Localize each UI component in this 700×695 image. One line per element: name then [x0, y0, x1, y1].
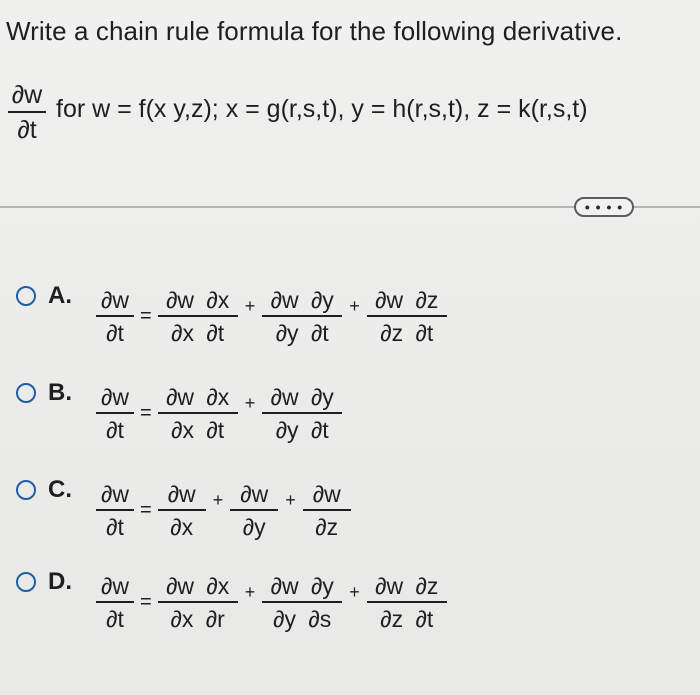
fraction-bar	[262, 315, 342, 317]
equals-sign: =	[140, 304, 152, 327]
numerator: ∂w	[240, 481, 269, 507]
lhs-fraction	[96, 288, 134, 345]
plus-sign: +	[244, 581, 256, 602]
numerator: ∂w ∂y	[270, 384, 334, 410]
derivative-prompt	[8, 82, 588, 143]
radio-button-d[interactable]	[16, 572, 36, 592]
numerator: ∂w ∂x	[166, 384, 230, 410]
fraction-bar	[8, 111, 46, 113]
numerator: ∂w	[101, 287, 129, 313]
option-letter: A.	[48, 282, 72, 310]
equals-sign: =	[140, 401, 152, 424]
answer-option-d[interactable]	[16, 568, 447, 632]
numerator: ∂w ∂x	[166, 573, 230, 599]
numerator: ∂w ∂y	[270, 573, 334, 599]
term-fraction	[158, 482, 206, 539]
fraction-bar	[367, 315, 447, 317]
function-definitions: for w = f(x y,z); x = g(r,s,t), y = h(r,s,t), z = k(r,s,t)	[56, 95, 588, 124]
plus-sign: +	[285, 489, 296, 510]
radio-button-c[interactable]	[16, 480, 36, 500]
fraction-bar	[303, 509, 351, 511]
denominator: ∂t	[106, 416, 124, 443]
term-fraction	[367, 574, 447, 631]
answer-option-a[interactable]	[16, 282, 447, 346]
numerator: ∂w ∂z	[375, 287, 439, 313]
fraction-bar	[96, 509, 134, 511]
numerator: ∂w ∂z	[375, 573, 439, 599]
denominator: ∂y ∂s	[273, 605, 332, 632]
term-fraction	[367, 288, 447, 345]
more-options-button[interactable]	[574, 197, 634, 217]
denominator: ∂x ∂t	[171, 319, 225, 346]
fraction-bar	[96, 601, 134, 603]
fraction-bar	[96, 412, 134, 414]
formula	[96, 288, 447, 345]
plus-sign: +	[212, 489, 224, 510]
target-derivative	[8, 82, 46, 143]
fraction-bar	[230, 509, 278, 511]
fraction-bar	[158, 509, 206, 511]
fraction-bar	[262, 601, 342, 603]
numerator: ∂w	[101, 481, 129, 507]
plus-sign: +	[349, 581, 360, 602]
numerator: ∂w	[312, 481, 341, 507]
denominator: ∂z ∂t	[380, 319, 434, 346]
formula	[96, 385, 342, 442]
option-letter: C.	[48, 476, 72, 504]
denominator: ∂t	[106, 513, 124, 540]
term-fraction	[303, 482, 351, 539]
denominator: ∂y ∂t	[275, 319, 329, 346]
target-numerator: ∂w	[11, 81, 43, 109]
plus-sign: +	[244, 295, 256, 316]
lhs-fraction	[96, 574, 134, 631]
term-fraction	[158, 574, 238, 631]
radio-button-b[interactable]	[16, 383, 36, 403]
lhs-fraction	[96, 482, 134, 539]
numerator: ∂w	[167, 481, 196, 507]
numerator: ∂w ∂y	[270, 287, 334, 313]
plus-sign: +	[244, 392, 256, 413]
fraction-bar	[367, 601, 447, 603]
numerator: ∂w ∂x	[166, 287, 230, 313]
formula	[96, 482, 351, 539]
term-fraction	[158, 288, 238, 345]
term-fraction	[262, 288, 342, 345]
denominator: ∂x ∂t	[171, 416, 225, 443]
term-fraction	[262, 385, 342, 442]
term-fraction	[262, 574, 342, 631]
fraction-bar	[158, 412, 238, 414]
plus-sign: +	[349, 295, 360, 316]
numerator: ∂w	[101, 384, 129, 410]
denominator: ∂x	[170, 513, 194, 540]
fraction-bar	[158, 601, 238, 603]
equals-sign: =	[140, 498, 152, 521]
denominator: ∂t	[106, 319, 124, 346]
term-fraction	[230, 482, 278, 539]
answer-option-c[interactable]	[16, 476, 351, 540]
fraction-bar	[262, 412, 342, 414]
target-denominator: ∂t	[17, 115, 37, 144]
option-letter: D.	[48, 568, 72, 596]
denominator: ∂t	[106, 605, 124, 632]
ellipsis-icon: • • • •	[584, 199, 624, 215]
denominator: ∂z ∂t	[380, 605, 434, 632]
denominator: ∂z	[315, 513, 339, 540]
term-fraction	[158, 385, 238, 442]
denominator: ∂y	[242, 513, 266, 540]
equals-sign: =	[140, 590, 152, 613]
numerator: ∂w	[101, 573, 129, 599]
denominator: ∂x ∂r	[170, 605, 225, 632]
formula	[96, 574, 447, 631]
fraction-bar	[158, 315, 238, 317]
answer-option-b[interactable]	[16, 379, 342, 443]
option-letter: B.	[48, 379, 72, 407]
fraction-bar	[96, 315, 134, 317]
denominator: ∂y ∂t	[275, 416, 329, 443]
lhs-fraction	[96, 385, 134, 442]
question-title: Write a chain rule formula for the following derivative.	[6, 16, 623, 46]
radio-button-a[interactable]	[16, 286, 36, 306]
